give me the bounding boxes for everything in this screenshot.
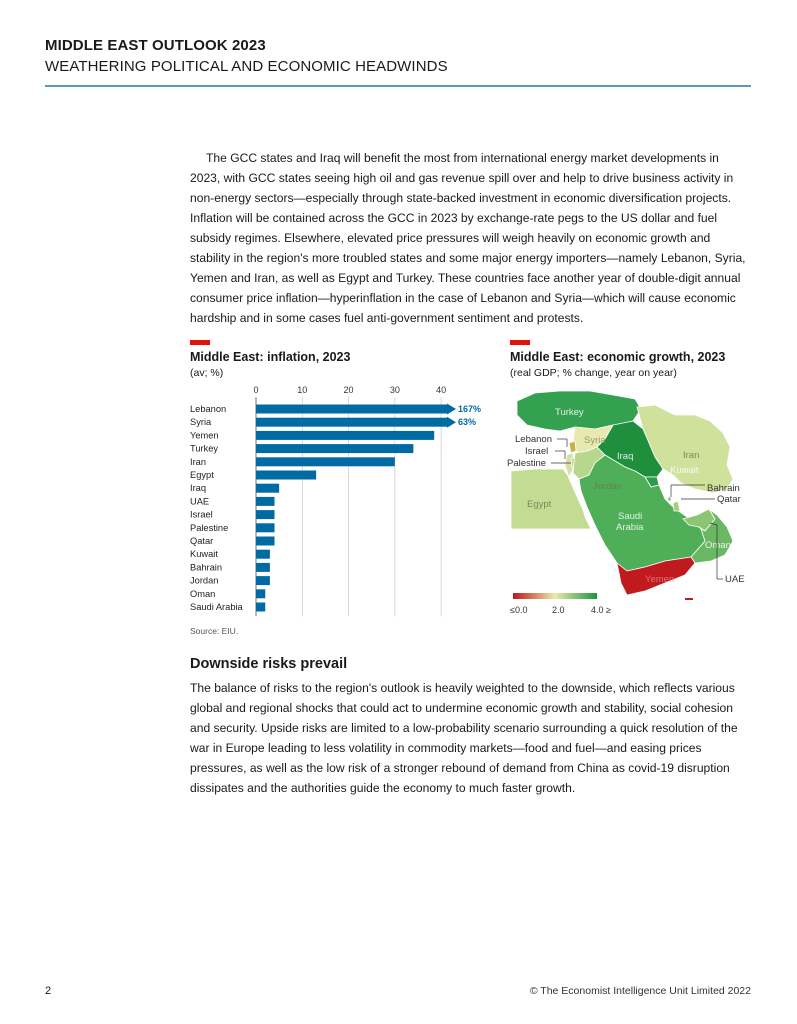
label-bahrain: Bahrain [707, 483, 740, 494]
overflow-arrow [447, 404, 456, 415]
category-label: Qatar [190, 536, 214, 546]
page-number: 2 [45, 985, 52, 997]
bar-jordan [256, 576, 270, 585]
category-label: Kuwait [190, 549, 218, 560]
page-header-title: MIDDLE EAST OUTLOOK 2023 [45, 37, 266, 54]
label-syria: Syria [584, 435, 606, 446]
map-region-bahrain [668, 497, 671, 501]
map-region-lebanon [569, 441, 576, 453]
bar-israel [256, 510, 275, 519]
label-oman: Oman [705, 540, 731, 551]
growth-map [505, 385, 755, 620]
bar-turkey [256, 444, 413, 453]
label-egypt: Egypt [527, 499, 552, 510]
bar-saudi-arabia [256, 603, 265, 612]
category-label: Saudi Arabia [190, 602, 243, 612]
category-label: Jordan [190, 575, 219, 586]
x-tick-label: 20 [343, 385, 354, 395]
legend-label-mid: 2.0 [552, 605, 565, 615]
label-kuwait: Kuwait [670, 465, 699, 476]
island-marker [685, 598, 693, 600]
map-region-qatar [673, 501, 680, 511]
label-iran: Iran [683, 450, 700, 461]
category-label: Bahrain [190, 562, 223, 573]
chart-accent-bar [190, 340, 210, 345]
x-tick-label: 0 [253, 385, 259, 395]
legend-gradient [513, 593, 597, 599]
category-label: Egypt [190, 470, 214, 480]
label-iraq: Iraq [617, 451, 634, 462]
data-label: 167% [458, 404, 482, 414]
bar-iran [256, 457, 395, 466]
header-rule [45, 85, 751, 87]
category-label: UAE [190, 496, 210, 507]
map-accent-bar [510, 340, 530, 345]
body-paragraph: The balance of risks to the region's outlook is heavily weighted to the downside, which reflects various global and regional shocks that could act to undermine economic growth and stability, social cohesion and security. Upside risks are limited to a low-probability scenario surrounding a quick resolution of the war in Europe leading to less volatility in commodity markets—food and fuel—and easing prices pressures, as well as the low risk of a stronger rebound of demand from China as covid-19 disruption dissipates and the authorities guide the economy to much faster growth. [190, 681, 738, 795]
category-label: Iran [190, 456, 207, 467]
bar-iraq [256, 484, 279, 493]
growth-map-subtitle: (real GDP; % change, year on year) [510, 367, 677, 379]
category-label: Oman [190, 588, 216, 599]
copyright: © The Economist Intelligence Unit Limited 2022 [529, 985, 751, 997]
x-tick-label: 40 [436, 385, 447, 395]
category-label: Palestine [190, 522, 229, 533]
label-palestine: Palestine [507, 458, 547, 469]
category-label: Syria [190, 417, 212, 428]
label-arabia: Arabia [616, 522, 644, 533]
label-jordan: Jordan [593, 481, 623, 492]
category-label: Yemen [190, 430, 219, 441]
bar-oman [256, 589, 265, 598]
bar-syria [256, 418, 447, 427]
legend-label-low: ≤0.0 [510, 605, 528, 615]
bar-bahrain [256, 563, 270, 572]
intro-paragraph [190, 148, 750, 328]
x-tick-label: 30 [389, 385, 400, 395]
label-qatar: Qatar [717, 494, 741, 505]
bar-kuwait [256, 550, 270, 559]
category-label: Israel [190, 509, 213, 520]
section-heading: Downside risks prevail [190, 656, 348, 672]
overflow-arrow [447, 417, 456, 428]
intro-paragraph-text: The GCC states and Iraq will benefit the most from international energy market developments in 2023, with GCC states seeing high oil and gas revenue spill over and help to drive business activity in non-energy sectors—especially through state-backed investment in economic diversification projects. Inflation will be contained across the GCC in 2023 by exchange-rate pegs to the US dollar and fuel subsidy regimes. Elsewhere, elevated price pressures will weigh heavily on economic growth and stability in the region's more troubled states and some major energy importers—namely Lebanon, Syria, Yemen and Iran, as well as Egypt and Turkey. These countries face another year of double-digit annual consumer price inflation—hyperinflation in the case of Lebanon and Syria—which will cause economic hardship and in some cases fuel anti-government sentiment and protests. [190, 151, 746, 325]
inflation-chart-subtitle: (av; %) [190, 367, 224, 379]
label-israel: Israel [525, 446, 549, 457]
category-label: Lebanon [190, 404, 227, 414]
legend-label-high: 4.0 ≥ [591, 605, 611, 615]
chart-source: Source: EIU. [190, 626, 239, 636]
label-yemen: Yemen [645, 574, 675, 585]
bar-egypt [256, 471, 316, 480]
inflation-chart-title: Middle East: inflation, 2023 [190, 350, 351, 364]
bar-uae [256, 497, 275, 506]
bar-lebanon [256, 405, 447, 414]
label-turkey: Turkey [555, 407, 584, 418]
inflation-chart [185, 383, 485, 618]
category-label: Turkey [190, 443, 219, 454]
bar-qatar [256, 537, 275, 546]
page-header-subtitle: WEATHERING POLITICAL AND ECONOMIC HEADWINDS [45, 58, 448, 75]
bar-yemen [256, 431, 434, 440]
label-uae: UAE [725, 574, 745, 585]
bar-palestine [256, 523, 275, 532]
label-saudi: Saudi [618, 511, 643, 522]
data-label: 63% [458, 417, 477, 428]
x-tick-label: 10 [297, 385, 308, 395]
growth-map-title: Middle East: economic growth, 2023 [510, 350, 726, 364]
category-label: Iraq [190, 483, 207, 494]
label-lebanon: Lebanon [515, 434, 552, 445]
